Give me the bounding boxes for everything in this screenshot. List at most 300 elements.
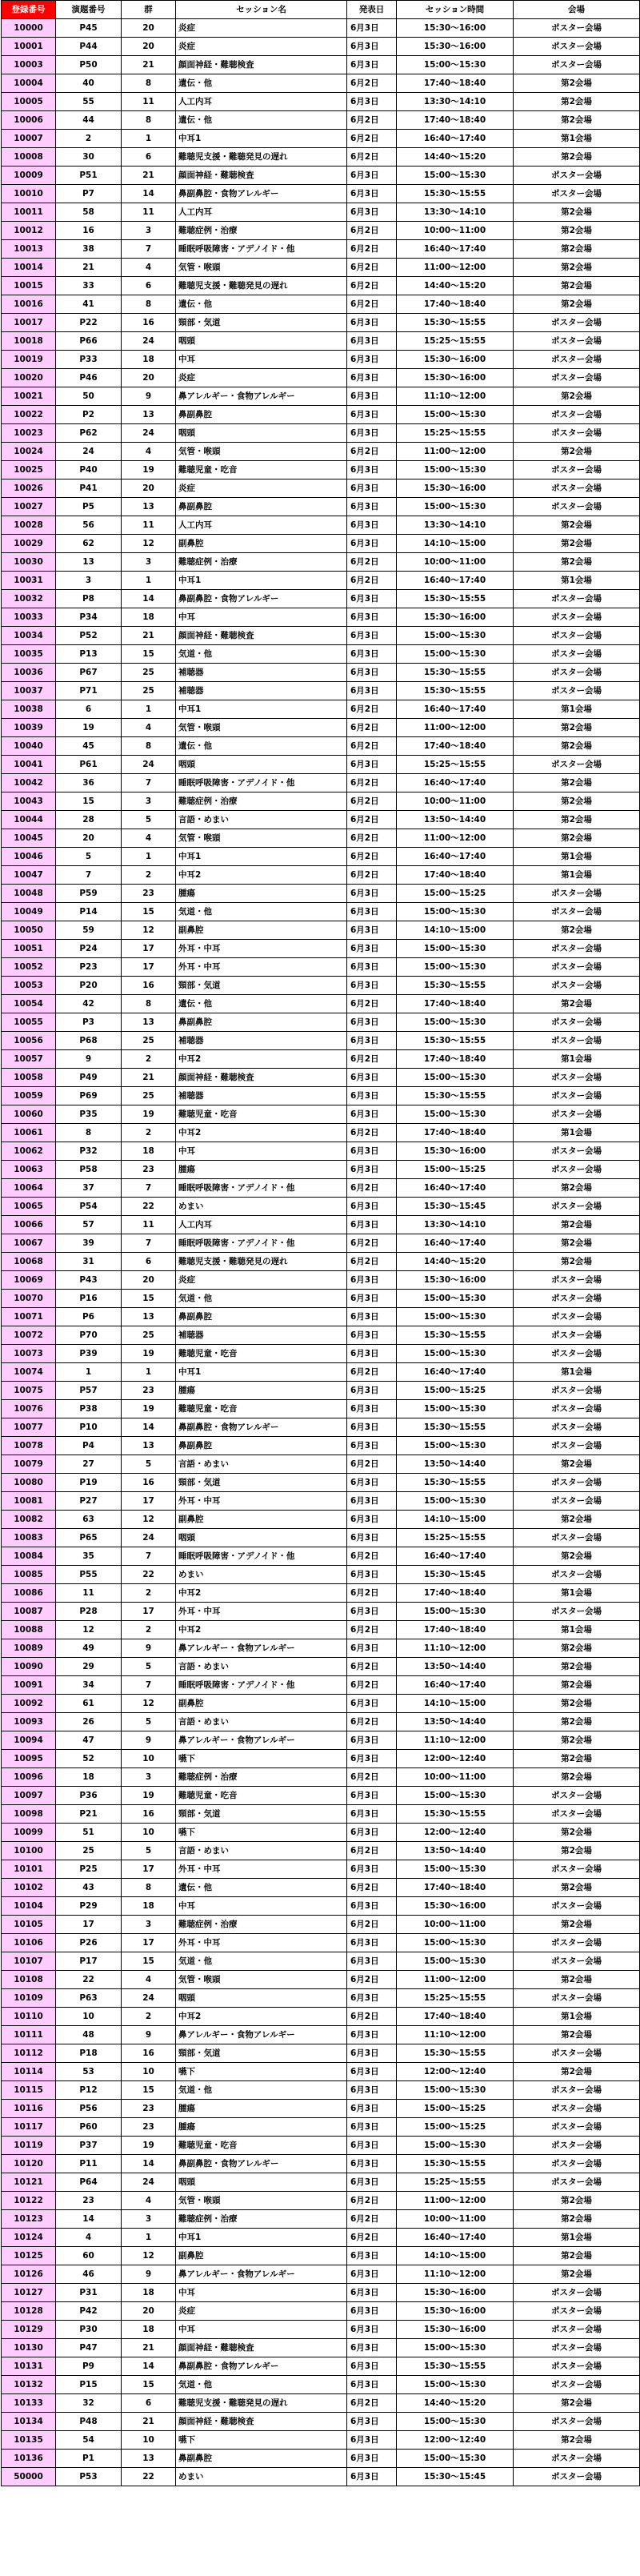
presentation-date-cell: 6月2日 bbox=[347, 1768, 397, 1787]
group-cell: 25 bbox=[122, 664, 176, 682]
table-row bbox=[2, 700, 640, 719]
group-cell: 9 bbox=[122, 2265, 176, 2284]
presentation-date-cell: 6月3日 bbox=[347, 498, 397, 516]
presentation-date-cell: 6月3日 bbox=[347, 406, 397, 424]
table-row bbox=[2, 921, 640, 940]
registration-number-cell: 10117 bbox=[2, 2118, 56, 2137]
session-time-cell: 10:00〜11:00 bbox=[397, 1768, 514, 1787]
venue-cell: ポスター会場 bbox=[514, 2413, 640, 2431]
group-cell: 22 bbox=[122, 1566, 176, 1584]
presentation-number-cell: 21 bbox=[56, 259, 122, 277]
session-time-cell: 16:40〜17:40 bbox=[397, 1547, 514, 1566]
session-time-cell: 15:30〜16:00 bbox=[397, 1897, 514, 1916]
venue-cell: ポスター会場 bbox=[514, 1032, 640, 1050]
presentation-date-cell: 6月3日 bbox=[347, 1952, 397, 1971]
presentation-date-cell: 6月3日 bbox=[347, 2284, 397, 2302]
presentation-number-cell: 48 bbox=[56, 2026, 122, 2044]
presentation-number-cell: P10 bbox=[56, 1418, 122, 1437]
group-cell: 13 bbox=[122, 1013, 176, 1032]
group-cell: 23 bbox=[122, 1161, 176, 1179]
registration-number-cell: 10047 bbox=[2, 866, 56, 885]
registration-number-cell: 10050 bbox=[2, 921, 56, 940]
session-time-cell: 15:25〜15:55 bbox=[397, 424, 514, 443]
presentation-date-cell: 6月3日 bbox=[347, 1603, 397, 1621]
session-time-cell: 15:00〜15:25 bbox=[397, 2118, 514, 2137]
presentation-date-cell: 6月2日 bbox=[347, 1124, 397, 1142]
presentation-number-cell: 47 bbox=[56, 1731, 122, 1750]
table-row bbox=[2, 2229, 640, 2247]
presentation-number-cell: 12 bbox=[56, 1621, 122, 1639]
venue-cell: ポスター会場 bbox=[514, 2321, 640, 2339]
presentation-date-cell: 6月3日 bbox=[347, 1805, 397, 1824]
venue-cell: 第2会場 bbox=[514, 387, 640, 406]
presentation-number-cell: 19 bbox=[56, 719, 122, 737]
registration-number-cell: 10059 bbox=[2, 1087, 56, 1105]
registration-number-cell: 10004 bbox=[2, 74, 56, 93]
venue-cell: ポスター会場 bbox=[514, 664, 640, 682]
presentation-number-cell: 63 bbox=[56, 1511, 122, 1529]
table-row bbox=[2, 2265, 640, 2284]
presentation-date-cell: 6月3日 bbox=[347, 535, 397, 553]
presentation-number-cell: P4 bbox=[56, 1437, 122, 1455]
session-name-cell: めまい bbox=[176, 1566, 347, 1584]
table-row bbox=[2, 1253, 640, 1271]
registration-number-cell: 10024 bbox=[2, 443, 56, 461]
session-name-cell: 気道・他 bbox=[176, 1952, 347, 1971]
presentation-date-cell: 6月3日 bbox=[347, 2044, 397, 2063]
table-row bbox=[2, 93, 640, 111]
venue-cell: ポスター会場 bbox=[514, 940, 640, 958]
presentation-number-cell: P27 bbox=[56, 1492, 122, 1511]
session-name-cell: 炎症 bbox=[176, 369, 347, 387]
venue-cell: 第2会場 bbox=[514, 2394, 640, 2413]
table-row bbox=[2, 1198, 640, 1216]
registration-number-cell: 10101 bbox=[2, 1860, 56, 1879]
presentation-number-cell: P38 bbox=[56, 1400, 122, 1418]
presentation-date-cell: 6月3日 bbox=[347, 351, 397, 369]
table-row bbox=[2, 1731, 640, 1750]
group-cell: 21 bbox=[122, 1069, 176, 1087]
session-time-cell: 11:10〜12:00 bbox=[397, 2026, 514, 2044]
presentation-date-cell: 6月3日 bbox=[347, 1695, 397, 1713]
table-row bbox=[2, 167, 640, 185]
table-row bbox=[2, 2376, 640, 2394]
presentation-date-cell: 6月3日 bbox=[347, 1860, 397, 1879]
session-name-cell: 気管・喉頭 bbox=[176, 719, 347, 737]
group-cell: 6 bbox=[122, 277, 176, 295]
header-group: 群 bbox=[122, 1, 176, 19]
venue-cell: ポスター会場 bbox=[514, 406, 640, 424]
session-time-cell: 15:30〜15:45 bbox=[397, 1566, 514, 1584]
presentation-number-cell: P35 bbox=[56, 1105, 122, 1124]
presentation-date-cell: 6月2日 bbox=[347, 1363, 397, 1382]
session-name-cell: 外耳・中耳 bbox=[176, 1934, 347, 1952]
presentation-date-cell: 6月3日 bbox=[347, 2155, 397, 2173]
presentation-number-cell: P41 bbox=[56, 479, 122, 498]
presentation-number-cell: P1 bbox=[56, 2450, 122, 2468]
group-cell: 18 bbox=[122, 608, 176, 627]
group-cell: 5 bbox=[122, 1658, 176, 1676]
venue-cell: 第2会場 bbox=[514, 829, 640, 848]
presentation-date-cell: 6月3日 bbox=[347, 1032, 397, 1050]
registration-number-cell: 10040 bbox=[2, 737, 56, 756]
group-cell: 3 bbox=[122, 222, 176, 240]
session-name-cell: 難聴症例・治療 bbox=[176, 1768, 347, 1787]
session-name-cell: 難聴児童・吃音 bbox=[176, 1105, 347, 1124]
presentation-date-cell: 6月3日 bbox=[347, 1105, 397, 1124]
session-name-cell: 外耳・中耳 bbox=[176, 940, 347, 958]
table-row bbox=[2, 2247, 640, 2265]
presentation-number-cell: P24 bbox=[56, 940, 122, 958]
session-time-cell: 15:30〜16:00 bbox=[397, 369, 514, 387]
group-cell: 11 bbox=[122, 516, 176, 535]
registration-number-cell: 10048 bbox=[2, 885, 56, 903]
presentation-date-cell: 6月3日 bbox=[347, 93, 397, 111]
venue-cell: ポスター会場 bbox=[514, 2100, 640, 2118]
registration-number-cell: 10111 bbox=[2, 2026, 56, 2044]
table-row bbox=[2, 1363, 640, 1382]
presentation-number-cell: P40 bbox=[56, 461, 122, 479]
table-row bbox=[2, 958, 640, 977]
group-cell: 3 bbox=[122, 1916, 176, 1934]
presentation-date-cell: 6月3日 bbox=[347, 1326, 397, 1345]
session-time-cell: 14:10〜15:00 bbox=[397, 921, 514, 940]
presentation-number-cell: 3 bbox=[56, 572, 122, 590]
venue-cell: ポスター会場 bbox=[514, 185, 640, 203]
group-cell: 24 bbox=[122, 1989, 176, 2008]
presentation-date-cell: 6月3日 bbox=[347, 1161, 397, 1179]
presentation-date-cell: 6月3日 bbox=[347, 2173, 397, 2192]
session-time-cell: 15:00〜15:30 bbox=[397, 1934, 514, 1952]
session-time-cell: 14:40〜15:20 bbox=[397, 2394, 514, 2413]
registration-number-cell: 10105 bbox=[2, 1916, 56, 1934]
group-cell: 3 bbox=[122, 1768, 176, 1787]
presentation-date-cell: 6月3日 bbox=[347, 664, 397, 682]
presentation-date-cell: 6月3日 bbox=[347, 167, 397, 185]
session-time-cell: 15:00〜15:30 bbox=[397, 1492, 514, 1511]
table-row bbox=[2, 1989, 640, 2008]
presentation-date-cell: 6月3日 bbox=[347, 627, 397, 645]
presentation-date-cell: 6月3日 bbox=[347, 2063, 397, 2081]
table-row bbox=[2, 1161, 640, 1179]
group-cell: 9 bbox=[122, 2026, 176, 2044]
registration-number-cell: 10028 bbox=[2, 516, 56, 535]
venue-cell: 第2会場 bbox=[514, 1216, 640, 1234]
session-name-cell: 副鼻腔 bbox=[176, 2247, 347, 2265]
session-time-cell: 15:30〜15:55 bbox=[397, 1418, 514, 1437]
session-name-cell: 気道・他 bbox=[176, 645, 347, 664]
registration-number-cell: 10015 bbox=[2, 277, 56, 295]
venue-cell: ポスター会場 bbox=[514, 2339, 640, 2357]
venue-cell: ポスター会場 bbox=[514, 682, 640, 700]
group-cell: 14 bbox=[122, 185, 176, 203]
session-time-cell: 15:30〜15:55 bbox=[397, 1032, 514, 1050]
presentation-number-cell: P26 bbox=[56, 1934, 122, 1952]
group-cell: 3 bbox=[122, 2210, 176, 2229]
presentation-date-cell: 6月3日 bbox=[347, 903, 397, 921]
venue-cell: ポスター会場 bbox=[514, 1418, 640, 1437]
venue-cell: 第2会場 bbox=[514, 774, 640, 792]
registration-number-cell: 10084 bbox=[2, 1547, 56, 1566]
venue-cell: 第2会場 bbox=[514, 1750, 640, 1768]
presentation-number-cell: 38 bbox=[56, 240, 122, 259]
venue-cell: 第1会場 bbox=[514, 866, 640, 885]
session-name-cell: 咽頭 bbox=[176, 2173, 347, 2192]
header-presentation-number: 演題番号 bbox=[56, 1, 122, 19]
registration-number-cell: 10081 bbox=[2, 1492, 56, 1511]
session-name-cell: 顔面神経・難聴検査 bbox=[176, 56, 347, 74]
session-time-cell: 15:30〜16:00 bbox=[397, 2284, 514, 2302]
presentation-date-cell: 6月3日 bbox=[347, 682, 397, 700]
registration-number-cell: 10061 bbox=[2, 1124, 56, 1142]
venue-cell: 第1会場 bbox=[514, 1363, 640, 1382]
presentation-date-cell: 6月3日 bbox=[347, 921, 397, 940]
table-row bbox=[2, 774, 640, 792]
presentation-date-cell: 6月2日 bbox=[347, 1842, 397, 1860]
group-cell: 7 bbox=[122, 1547, 176, 1566]
session-name-cell: 鼻アレルギー・食物アレルギー bbox=[176, 1731, 347, 1750]
presentation-number-cell: 23 bbox=[56, 2192, 122, 2210]
group-cell: 24 bbox=[122, 332, 176, 351]
session-time-cell: 15:00〜15:25 bbox=[397, 2100, 514, 2118]
presentation-number-cell: P54 bbox=[56, 1198, 122, 1216]
venue-cell: 第2会場 bbox=[514, 737, 640, 756]
session-time-cell: 13:50〜14:40 bbox=[397, 1455, 514, 1474]
venue-cell: 第1会場 bbox=[514, 572, 640, 590]
session-name-cell: 言語・めまい bbox=[176, 1658, 347, 1676]
presentation-date-cell: 6月3日 bbox=[347, 1437, 397, 1455]
registration-number-cell: 10013 bbox=[2, 240, 56, 259]
table-row bbox=[2, 74, 640, 93]
table-row bbox=[2, 608, 640, 627]
registration-number-cell: 10112 bbox=[2, 2044, 56, 2063]
group-cell: 16 bbox=[122, 977, 176, 995]
presentation-number-cell: 28 bbox=[56, 811, 122, 829]
presentation-number-cell: P11 bbox=[56, 2155, 122, 2173]
venue-cell: 第2会場 bbox=[514, 516, 640, 535]
table-row bbox=[2, 1547, 640, 1566]
registration-number-cell: 10124 bbox=[2, 2229, 56, 2247]
presentation-number-cell: 20 bbox=[56, 829, 122, 848]
venue-cell: ポスター会場 bbox=[514, 38, 640, 56]
venue-cell: ポスター会場 bbox=[514, 2357, 640, 2376]
venue-cell: ポスター会場 bbox=[514, 2081, 640, 2100]
presentation-number-cell: 39 bbox=[56, 1234, 122, 1253]
session-name-cell: 嚥下 bbox=[176, 1824, 347, 1842]
venue-cell: ポスター会場 bbox=[514, 1087, 640, 1105]
venue-cell: ポスター会場 bbox=[514, 1198, 640, 1216]
header-registration-number: 登録番号 bbox=[2, 1, 56, 19]
group-cell: 14 bbox=[122, 2155, 176, 2173]
session-time-cell: 15:30〜15:55 bbox=[397, 2155, 514, 2173]
presentation-number-cell: 59 bbox=[56, 921, 122, 940]
registration-number-cell: 10009 bbox=[2, 167, 56, 185]
table-row bbox=[2, 572, 640, 590]
presentation-date-cell: 6月3日 bbox=[347, 185, 397, 203]
group-cell: 12 bbox=[122, 921, 176, 940]
venue-cell: ポスター会場 bbox=[514, 351, 640, 369]
presentation-date-cell: 6月2日 bbox=[347, 1584, 397, 1603]
session-name-cell: 嚥下 bbox=[176, 1750, 347, 1768]
session-time-cell: 14:10〜15:00 bbox=[397, 1695, 514, 1713]
venue-cell: ポスター会場 bbox=[514, 167, 640, 185]
presentation-date-cell: 6月2日 bbox=[347, 1916, 397, 1934]
presentation-number-cell: 45 bbox=[56, 737, 122, 756]
table-row bbox=[2, 1032, 640, 1050]
group-cell: 8 bbox=[122, 995, 176, 1013]
registration-number-cell: 10011 bbox=[2, 203, 56, 222]
venue-cell: ポスター会場 bbox=[514, 1492, 640, 1511]
session-time-cell: 15:00〜15:30 bbox=[397, 2450, 514, 2468]
presentation-date-cell: 6月3日 bbox=[347, 1731, 397, 1750]
group-cell: 12 bbox=[122, 2247, 176, 2265]
presentation-number-cell: P52 bbox=[56, 627, 122, 645]
table-row bbox=[2, 1603, 640, 1621]
venue-cell: ポスター会場 bbox=[514, 1290, 640, 1308]
table-row bbox=[2, 111, 640, 130]
table-row bbox=[2, 2450, 640, 2468]
presentation-number-cell: 30 bbox=[56, 148, 122, 167]
session-time-cell: 15:30〜15:55 bbox=[397, 1805, 514, 1824]
session-time-cell: 17:40〜18:40 bbox=[397, 995, 514, 1013]
presentation-number-cell: 55 bbox=[56, 93, 122, 111]
session-name-cell: 中耳 bbox=[176, 2321, 347, 2339]
session-name-cell: 頸部・気道 bbox=[176, 1474, 347, 1492]
session-name-cell: 鼻アレルギー・食物アレルギー bbox=[176, 387, 347, 406]
venue-cell: 第2会場 bbox=[514, 277, 640, 295]
group-cell: 17 bbox=[122, 1860, 176, 1879]
presentation-date-cell: 6月3日 bbox=[347, 958, 397, 977]
session-name-cell: 難聴児童・吃音 bbox=[176, 1345, 347, 1363]
presentation-date-cell: 6月2日 bbox=[347, 277, 397, 295]
presentation-date-cell: 6月3日 bbox=[347, 1511, 397, 1529]
group-cell: 8 bbox=[122, 1879, 176, 1897]
group-cell: 12 bbox=[122, 1695, 176, 1713]
registration-number-cell: 10023 bbox=[2, 424, 56, 443]
session-name-cell: 咽頭 bbox=[176, 332, 347, 351]
presentation-number-cell: 8 bbox=[56, 1124, 122, 1142]
session-name-cell: 難聴症例・治療 bbox=[176, 1916, 347, 1934]
table-row bbox=[2, 2173, 640, 2192]
table-row bbox=[2, 1824, 640, 1842]
presentation-date-cell: 6月3日 bbox=[347, 1271, 397, 1290]
table-row bbox=[2, 645, 640, 664]
session-name-cell: 遺伝・他 bbox=[176, 74, 347, 93]
group-cell: 15 bbox=[122, 2081, 176, 2100]
registration-number-cell: 10022 bbox=[2, 406, 56, 424]
presentation-date-cell: 6月2日 bbox=[347, 792, 397, 811]
table-row bbox=[2, 277, 640, 295]
presentation-number-cell: 62 bbox=[56, 535, 122, 553]
table-row bbox=[2, 885, 640, 903]
session-name-cell: 中耳1 bbox=[176, 2229, 347, 2247]
table-row bbox=[2, 1142, 640, 1161]
venue-cell: ポスター会場 bbox=[514, 1069, 640, 1087]
venue-cell: 第2会場 bbox=[514, 995, 640, 1013]
table-row bbox=[2, 1879, 640, 1897]
table-row bbox=[2, 222, 640, 240]
venue-cell: 第2会場 bbox=[514, 148, 640, 167]
presentation-number-cell: 17 bbox=[56, 1916, 122, 1934]
session-time-cell: 15:30〜16:00 bbox=[397, 351, 514, 369]
session-name-cell: 中耳2 bbox=[176, 1621, 347, 1639]
table-row bbox=[2, 2431, 640, 2450]
group-cell: 8 bbox=[122, 111, 176, 130]
presentation-date-cell: 6月2日 bbox=[347, 130, 397, 148]
registration-number-cell: 10089 bbox=[2, 1639, 56, 1658]
table-row bbox=[2, 977, 640, 995]
registration-number-cell: 10098 bbox=[2, 1805, 56, 1824]
venue-cell: 第2会場 bbox=[514, 1234, 640, 1253]
session-name-cell: 言語・めまい bbox=[176, 1713, 347, 1731]
session-time-cell: 11:10〜12:00 bbox=[397, 1639, 514, 1658]
session-name-cell: 外耳・中耳 bbox=[176, 958, 347, 977]
table-row bbox=[2, 2026, 640, 2044]
table-row bbox=[2, 829, 640, 848]
venue-cell: 第2会場 bbox=[514, 2247, 640, 2265]
table-row bbox=[2, 259, 640, 277]
venue-cell: 第2会場 bbox=[514, 1676, 640, 1695]
table-row bbox=[2, 1437, 640, 1455]
presentation-number-cell: P33 bbox=[56, 351, 122, 369]
session-name-cell: 炎症 bbox=[176, 479, 347, 498]
venue-cell: 第2会場 bbox=[514, 535, 640, 553]
registration-number-cell: 10096 bbox=[2, 1768, 56, 1787]
registration-number-cell: 10069 bbox=[2, 1271, 56, 1290]
presentation-number-cell: P57 bbox=[56, 1382, 122, 1400]
session-name-cell: 鼻副鼻腔 bbox=[176, 1013, 347, 1032]
venue-cell: 第2会場 bbox=[514, 2431, 640, 2450]
presentation-number-cell: 14 bbox=[56, 2210, 122, 2229]
session-time-cell: 15:00〜15:30 bbox=[397, 2413, 514, 2431]
group-cell: 20 bbox=[122, 19, 176, 38]
group-cell: 7 bbox=[122, 1179, 176, 1198]
session-time-cell: 15:00〜15:25 bbox=[397, 885, 514, 903]
presentation-date-cell: 6月2日 bbox=[347, 1234, 397, 1253]
venue-cell: 第1会場 bbox=[514, 1621, 640, 1639]
session-name-cell: 言語・めまい bbox=[176, 1842, 347, 1860]
registration-number-cell: 10016 bbox=[2, 295, 56, 314]
table-row bbox=[2, 443, 640, 461]
session-name-cell: 頸部・気道 bbox=[176, 2044, 347, 2063]
venue-cell: ポスター会場 bbox=[514, 645, 640, 664]
presentation-number-cell: P55 bbox=[56, 1566, 122, 1584]
registration-number-cell: 10026 bbox=[2, 479, 56, 498]
session-time-cell: 13:50〜14:40 bbox=[397, 811, 514, 829]
presentation-date-cell: 6月2日 bbox=[347, 1658, 397, 1676]
venue-cell: ポスター会場 bbox=[514, 1142, 640, 1161]
presentation-date-cell: 6月3日 bbox=[347, 1934, 397, 1952]
venue-cell: ポスター会場 bbox=[514, 1013, 640, 1032]
presentation-number-cell: 54 bbox=[56, 2431, 122, 2450]
presentation-date-cell: 6月2日 bbox=[347, 737, 397, 756]
table-row bbox=[2, 369, 640, 387]
session-time-cell: 16:40〜17:40 bbox=[397, 1676, 514, 1695]
venue-cell: ポスター会場 bbox=[514, 1437, 640, 1455]
session-name-cell: 顔面神経・難聴検査 bbox=[176, 2339, 347, 2357]
presentation-date-cell: 6月3日 bbox=[347, 1750, 397, 1768]
session-name-cell: めまい bbox=[176, 2468, 347, 2486]
group-cell: 2 bbox=[122, 1124, 176, 1142]
group-cell: 18 bbox=[122, 1897, 176, 1916]
table-row bbox=[2, 1916, 640, 1934]
session-name-cell: 鼻副鼻腔 bbox=[176, 2450, 347, 2468]
presentation-number-cell: P46 bbox=[56, 369, 122, 387]
group-cell: 4 bbox=[122, 719, 176, 737]
registration-number-cell: 10019 bbox=[2, 351, 56, 369]
session-name-cell: 言語・めまい bbox=[176, 811, 347, 829]
presentation-date-cell: 6月2日 bbox=[347, 1879, 397, 1897]
